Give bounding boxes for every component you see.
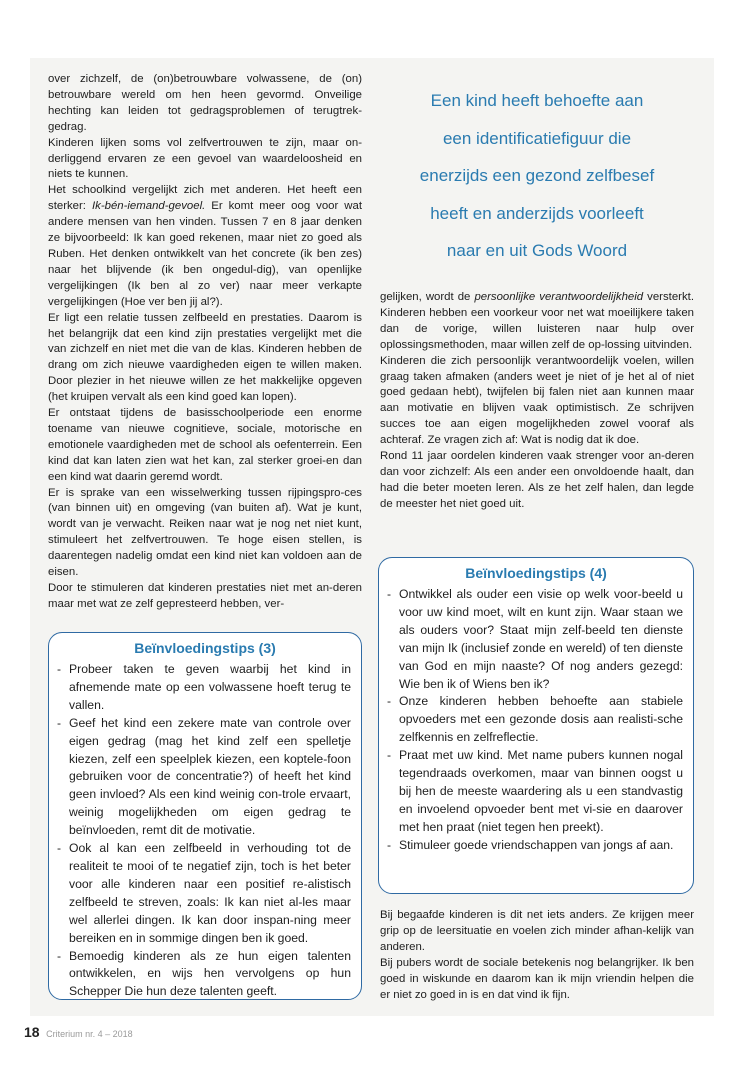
list-item: - Ook al kan een zelfbeeld in verhouding tot de realiteit te mooi of te negatief zijn, toch is het beter voor alle kinderen naar een positief re-alistisch zelfbeeld te streven, zoals: Ik kan niet al-les maar wel allerlei dingen. Ik kan door inspan-ning meer bereiken en in sommige dingen ben ik goed. [57,840,351,947]
tips-box-4 [378,557,694,894]
list-item: - Ontwikkel als ouder een visie op welk voor-beeld u voor uw kind moet, wilt en kunt zijn. Waar staan we als ouders voor? Staat mijn zelf-beeld ten dienste van mijn Ik (inclusief zonde en wereld) of ten dienste van God en mijn naaste? Of nog anders gezegd: Wie ben ik of Wiens ben ik? [387,586,683,693]
tips-list [49,661,361,1001]
tips-box-title: Beïnvloedingstips (3) [134,640,276,656]
paragraph: Kinderen die zich persoonlijk verantwoordelijk voelen, willen graag taken afmaken (anders weet je niet of je het al of niet goed gedaan hebt), twijfelen bij falen niet aan kunnen maar aan motivatie en blijven vaak optimistisch. Ze schrijven succes toe aan eigen mogelijkheden zowel vooraf als achteraf. Ze vragen zich af: Wat is nodig dat ik doe. [380,354,694,447]
paragraph: Rond 11 jaar oordelen kinderen vaak strenger voor an-deren dan voor zichzelf: Als een ander een onvoldoende haalt, dan had die beter moeten leren. Als ze het zelf halen, dan legde de meester het niet goed uit. [380,450,694,510]
paragraph-text: Het schoolkind vergelijkt zich met anderen. Het heeft een sterker: [48,184,362,213]
paragraph [48,183,362,310]
left-column [48,72,362,613]
pull-quote-line: Een kind heeft behoefte aan [430,91,644,110]
list-item: - Geef het kind een zekere mate van controle over eigen gedrag (mag het kind zelf een spelletje kiezen, zelf een speelplek kiezen, een koptele-foon gebruiken voor de concentratie?) of heeft het kind geen invloed? Als een kind weinig con-trole ervaart, weinig mogelijkheden om eigen gedrag te beïnvloeden, remt dit de motivatie. [57,715,351,840]
paragraph: Er is sprake van een wisselwerking tussen rijpingspro-ces (van binnen uit) en omgeving (van buiten af). Wat je kunt, wordt van je verwacht. Reiken naar wat je nog net niet kunt, stimuleert het zelfvertrouwen. Te hoge eisen stellen, is daarentegen nadelig omdat een kind niet kan voldoen aan de eisen. [48,486,362,579]
pull-quote-line: een identificatiefiguur die [442,128,632,148]
list-item: - Probeer taken te geven waarbij het kind in afnemende mate op een volwassene hoeft terug te vallen. [57,661,351,715]
paragraph: Er ontstaat tijdens de basisschoolperiode een enorme toename van nieuwe cognitieve, sociale, motorische en emotionele vaardigheden met de school als oefenterrein. Een kind dat kan laten zien wat het kan, zal sterker groei-en dan een kind wat daarin geremd wordt. [48,407,362,483]
list-item: - Onze kinderen hebben behoefte aan stabiele opvoeders met een gezonde dosis aan realisti-sche zelfkennis en zelfreflectie. [387,693,683,747]
paragraph: Bij pubers wordt de sociale betekenis nog belangrijker. Ik ben goed in wiskunde en daarom kan ik mijn vriendin helpen die er niet zo goed in is en dat vind ik fijn. [380,956,694,1001]
paragraph [380,290,694,354]
tips-box-title: Beïnvloedingstips (4) [465,565,607,581]
tips-box-3 [48,632,362,1000]
list-item: - Bemoedig kinderen als ze hun eigen talenten ontwikkelen, en wijs hen vervolgens op hun Schepper Die hun deze talenten geeft. [57,948,351,1002]
pull-quote-line: heeft en anderzijds voorleeft [430,203,644,223]
paragraph-text: gelijken, wordt de [380,291,475,303]
paragraph-text: Er komt meer oog voor wat andere mensen van hen vinden. Tussen 7 en 8 jaar denken ze bijvoorbeeld: Ik kan goed rekenen, maar niet zo goed als Ruben. Het denken ontwikkelt van het concrete (ik ben zes) naar het blijvende (ik ben ongedul-dig), van openlijke vergelijkingen (Ik ben al zo ver) naar meer verkapte vergelijkingen (Hoe ver ben jij al?). [48,200,362,308]
paragraph: Kinderen lijken soms vol zelfvertrouwen te zijn, maar on-derliggend ervaren ze een gevoel van waardeloosheid en niets te kunnen. [48,136,362,181]
tips-list [379,586,693,855]
page-number: 18 [24,1024,40,1040]
bottom-right-text [380,908,694,1003]
pull-quote [378,82,696,270]
pull-quote-line: naar en uit Gods Woord [446,241,628,260]
emphasis-text: Ik-bén-iemand-gevoel. [91,200,206,213]
paragraph-text: versterkt. Kinderen hebben een voorkeur voor net wat moeilijkere taken dan de vorige, willen luisteren naar hulp over oplossingsmethoden, maar willen zelf de op-lossing uitvinden. [380,291,694,351]
paragraph: Er ligt een relatie tussen zelfbeeld en prestaties. Daarom is het belangrijk dat een kind zijn prestaties vergelijkt met die van zichzelf en niet met die van de klas. Kinderen hebben de drang om zich nieuwe vaardigheden eigen te willen maken. Door plezier in het nieuwe willen ze het makkelijke opgeven (het kruipen vervalt als een kind goed kan lopen). [48,311,362,404]
emphasis-text: persoonlijke verantwoordelijkheid [474,291,644,303]
paragraph: over zichzelf, de (on)betrouwbare volwassene, de (on) betrouwbare wereld om hen heen gevormd. Onveilige hechting kan leiden tot gedragsproblemen of terugtrek-gedrag. [48,73,362,133]
publication-name: Criterium nr. 4 – 2018 [46,1029,133,1039]
pull-quote-line: enerzijds een gezond zelfbesef [419,166,655,185]
paragraph: Door te stimuleren dat kinderen prestaties niet met an-deren maar met wat ze zelf gepresteerd hebben, ver- [48,582,362,610]
page-footer [24,1024,133,1040]
right-column [380,290,694,513]
list-item: - Stimuleer goede vriendschappen van jongs af aan. [387,837,683,855]
paragraph: Bij begaafde kinderen is dit net iets anders. Ze krijgen meer grip op de leersituatie en voelen zich minder afhan-kelijk van anderen. [380,909,694,953]
list-item: - Praat met uw kind. Met name pubers kunnen nogal tegendraads overkomen, maar van binnen oogst u bij hen de meeste waardering als u een standvastig en invoelend opvoeder bent met vi-sie en daarover met hen praat (niet tegen hen preekt). [387,747,683,837]
